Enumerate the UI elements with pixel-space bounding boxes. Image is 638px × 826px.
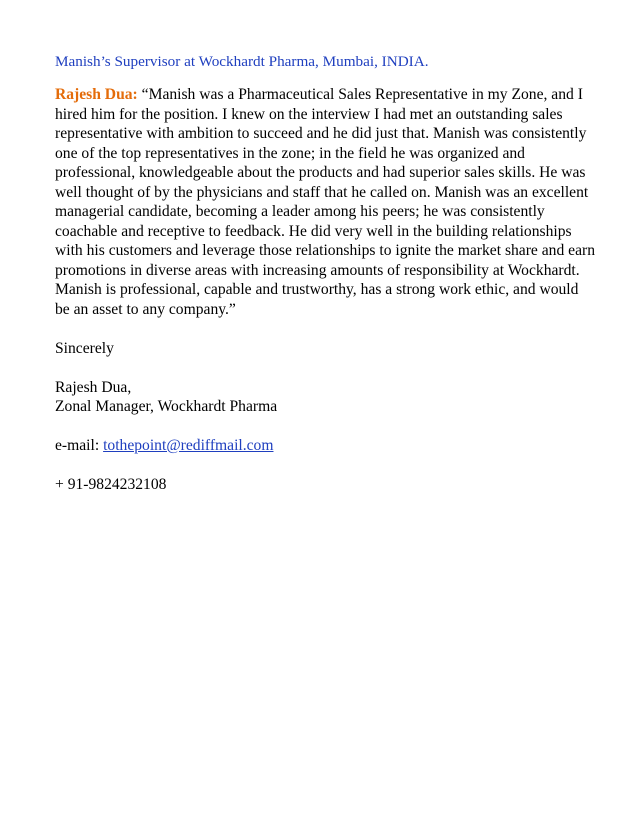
email-link[interactable]: tothepoint@rediffmail.com bbox=[103, 437, 274, 454]
email-label: e-mail: bbox=[55, 437, 100, 454]
spacer bbox=[55, 319, 595, 339]
speaker-name: Rajesh Dua: bbox=[55, 86, 138, 103]
spacer bbox=[55, 358, 595, 378]
signature-name: Rajesh Dua, bbox=[55, 378, 132, 396]
phone-number: + 91-9824232108 bbox=[55, 476, 167, 493]
closing-text: Sincerely bbox=[55, 339, 114, 357]
email-line bbox=[55, 436, 595, 456]
spacer bbox=[55, 417, 595, 437]
spacer bbox=[55, 456, 595, 476]
signature-position: Zonal Manager, Wockhardt Pharma bbox=[55, 398, 278, 415]
testimonial-paragraph bbox=[55, 85, 595, 319]
letter-heading: Manish’s Supervisor at Wockhardt Pharma, Mumbai, INDIA. bbox=[55, 53, 429, 70]
letter-page bbox=[55, 52, 595, 495]
testimonial-quote: “Manish was a Pharmaceutical Sales Representative in my Zone, and I hired him for the position. I knew on the interview I had met an outstanding sales representative with ambition to succeed and he did just that. Manish was consistently one of the top representatives in the zone; in the field he was organized and professional, knowledgeable about the products and had superior sales skills. He was well thought of by the physicians and staff that he called on. Manish was an excellent managerial candidate, becoming a leader among his peers; he was consistently coachable and receptive to feedback. He did very well in the building relationships with his customers and leverage those relationships to ignite the market share and earn promotions in diverse areas with increasing amounts of responsibility at Wockhardt. Manish is professional, capable and trustworthy, has a strong work ethic, and would be an asset to any company.” bbox=[55, 86, 595, 318]
